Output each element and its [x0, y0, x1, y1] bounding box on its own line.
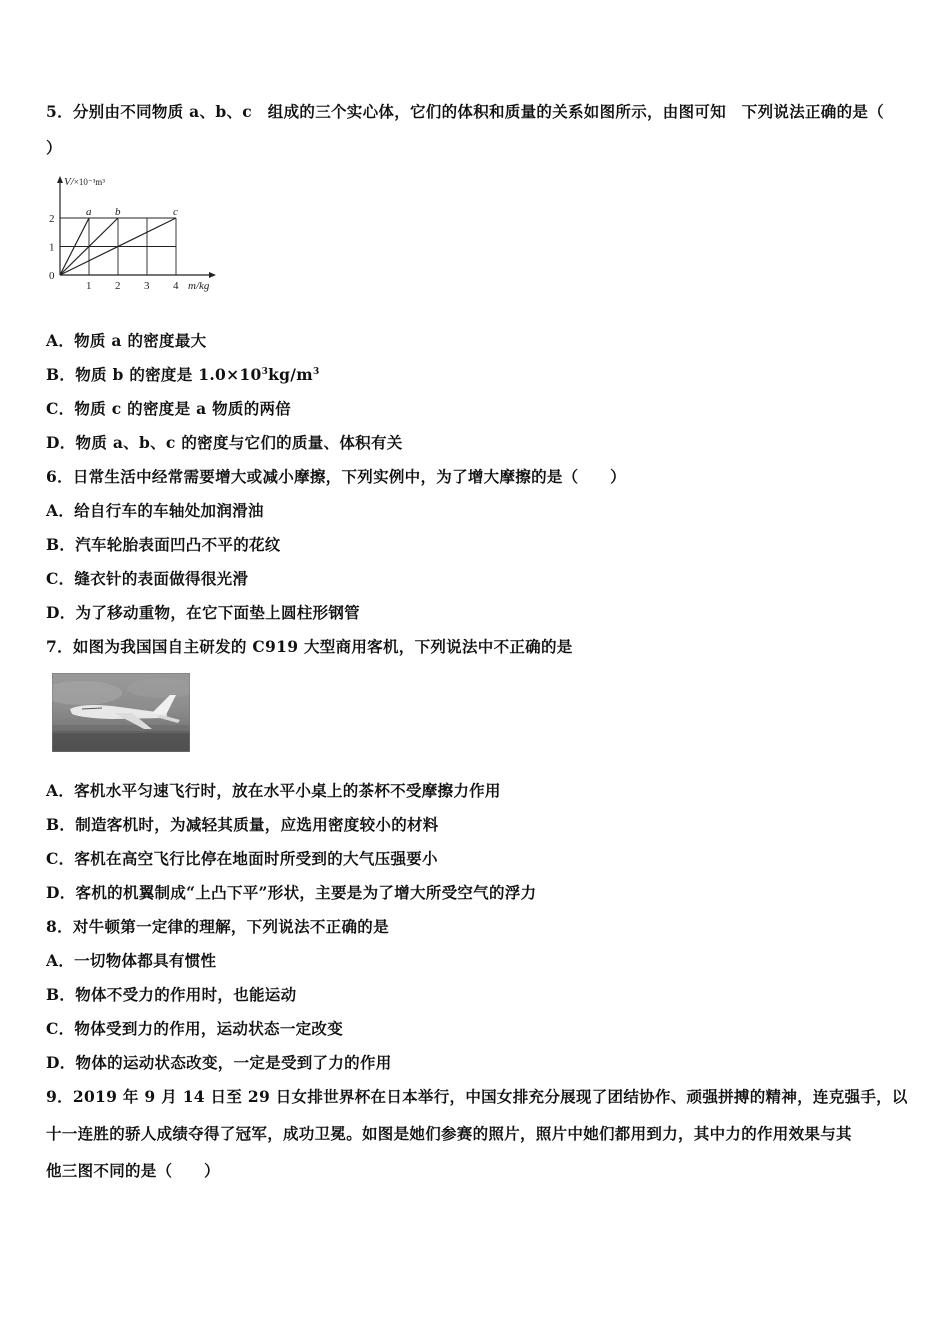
series-label-b: b	[115, 206, 121, 218]
q8-stem: 8．对牛顿第一定律的理解，下列说法不正确的是	[46, 917, 389, 936]
q5-stem-line2: ）	[46, 138, 62, 157]
q6-option-c: C．缝衣针的表面做得很光滑	[46, 569, 249, 588]
q7-stem: 7．如图为我国国自主研发的 C919 大型商用客机，下列说法中不正确的是	[46, 637, 573, 656]
q8-option-c: C．物体受到力的作用，运动状态一定改变	[46, 1019, 344, 1038]
q6-option-b: B．汽车轮胎表面凹凸不平的花纹	[46, 535, 281, 554]
q8-option-a: A．一切物体都具有惯性	[46, 951, 217, 970]
airplane-tail	[152, 695, 176, 715]
q9-stem-line3: 他三图不同的是（ ）	[46, 1161, 220, 1180]
q5-option-b: B．物质 b 的密度是 $1.0\times 10^3kg/m^3$	[46, 365, 320, 384]
q5-option-d: D．物质 a、b、c 的密度与它们的质量、体积有关	[46, 433, 403, 452]
q6-stem: 6．日常生活中经常需要增大或减小摩擦，下列实例中，为了增大摩擦的是（ ）	[46, 467, 626, 486]
y-tick-label-2: 2	[49, 213, 55, 225]
c919-airplane-photo	[52, 673, 190, 752]
q8-option-d: D．物体的运动状态改变，一定是受到了力的作用	[46, 1053, 392, 1072]
q5-stem-line1: 5．分别由不同物质 a、b、c 组成的三个实心体，它们的体积和质量的关系如图所示，由图可知 下列说法正确的是（	[46, 102, 885, 121]
q7-option-a: A．客机水平匀速飞行时，放在水平小桌上的茶杯不受摩擦力作用	[46, 781, 501, 800]
q9-stem-line1: 9．2019 年 9 月 14 日至 29 日女排世界杯在日本举行，中国女排充分展现了团结协作、顽强拼搏的精神，连克强手，以	[46, 1087, 908, 1106]
q5-option-c: C．物质 c 的密度是 a 物质的两倍	[46, 399, 292, 418]
x-tick-label-2: 2	[115, 280, 121, 292]
x-axis-arrow	[209, 272, 216, 278]
q8-option-b: B．物体不受力的作用时，也能运动	[46, 985, 297, 1004]
q6-option-a: A．给自行车的车轴处加润滑油	[46, 501, 264, 520]
y-tick-label-1: 1	[49, 241, 55, 254]
series-label-a: a	[86, 206, 92, 218]
q5-volume-mass-graph	[44, 172, 224, 297]
x-tick-label-1: 1	[86, 280, 92, 292]
y-axis-arrow	[57, 176, 63, 183]
series-label-c: c	[173, 206, 178, 218]
y-axis-label: V/×10⁻³m³	[64, 176, 106, 188]
q7-option-d: D．客机的机翼制成“上凸下平”形状，主要是为了增大所受空气的浮力	[46, 883, 537, 902]
q7-option-c: C．客机在高空飞行比停在地面时所受到的大气压强要小	[46, 849, 438, 868]
q9-stem-line2: 十一连胜的骄人成绩夺得了冠军，成功卫冕。如图是她们参赛的照片，照片中她们都用到力，其中力的作用效果与其	[46, 1124, 852, 1143]
q5-option-a: A．物质 a 的密度最大	[46, 331, 207, 350]
y-tick-label-0: 0	[49, 270, 55, 282]
x-axis-label: m/kg	[188, 280, 210, 292]
x-tick-label-3: 3	[144, 280, 150, 292]
q7-option-b: B．制造客机时，为减轻其质量，应选用密度较小的材料	[46, 815, 439, 834]
q6-option-d: D．为了移动重物，在它下面垫上圆柱形钢管	[46, 603, 360, 622]
x-tick-label-4: 4	[173, 280, 179, 292]
airplane-fuselage	[70, 705, 167, 719]
